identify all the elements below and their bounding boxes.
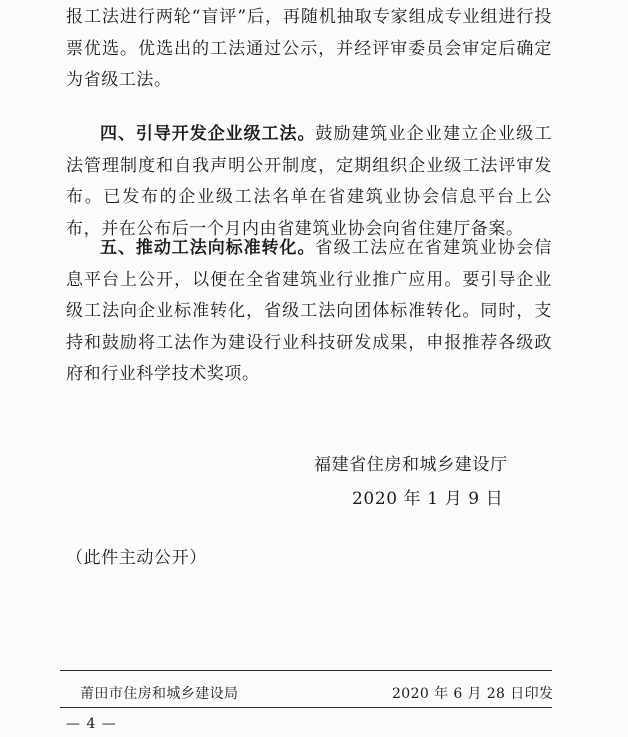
footer-printer: 莆田市住房和城乡建设局 [80,686,239,702]
paragraph-standard-conversion [66,233,552,391]
footer-top-rule [60,670,552,671]
page-number: — 4 — [66,716,117,732]
issuer-name: 福建省住房和城乡建设厅 [314,455,508,475]
paragraph-evaluation-process: 报工法进行两轮“盲评”后，再随机抽取专家组成专业组进行投票优选。优选出的工法通过公示，并经评审委员会审定后确定为省级工法。 [66,7,552,90]
section-four-body: 鼓励建筑业企业建立企业级工法管理制度和自我声明公开制度，定期组织企业级工法评审发布。已发布的企业级工法名单在省建筑业协会信息平台上公布，并在公布后一个月内由省建筑业协会向省住建厅备案。 [66,124,552,239]
footer-print-date: 2020 年 6 月 28 日印发 [392,686,554,702]
section-five-body: 省级工法应在省建筑业协会信息平台上公开，以便在全省建筑业行业推广应用。要引导企业级工法向企业标准转化，省级工法向团体标准转化。同时，支持和鼓励将工法作为建设行业科技研发成果，申报推荐各级政府和行业科学技术奖项。 [66,238,552,384]
footer-bottom-rule [60,707,552,708]
paragraph-enterprise-method [66,119,552,245]
disclosure-note: （此件主动公开） [66,548,207,568]
section-heading-four: 四、引导开发企业级工法。 [100,124,316,144]
issue-date: 2020 年 1 月 9 日 [352,489,504,509]
section-heading-five: 五、推动工法向标准转化。 [100,238,316,258]
